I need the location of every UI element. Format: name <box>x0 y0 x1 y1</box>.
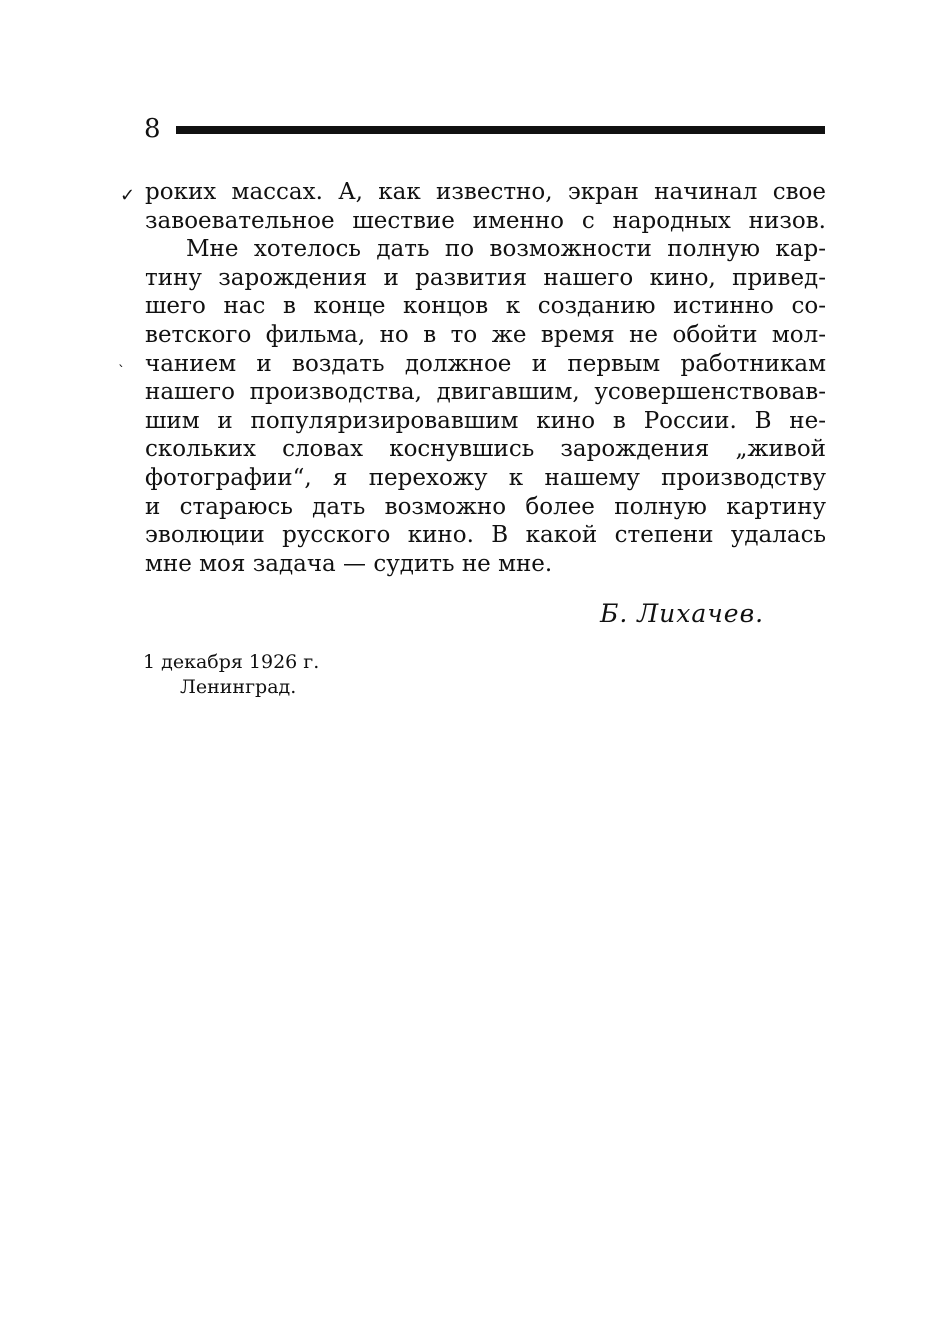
text-line: нашего производства, двигавшим, усовершенствовав- <box>145 379 826 406</box>
text-line: роких массах. А, как известно, экран начинал свое <box>145 179 826 205</box>
text-line: шего нас в конце концов к созданию истинно со- <box>145 293 826 320</box>
text-line: шим и популяризировавшим кино в России. В не- <box>145 407 826 434</box>
text-line: фотографии“, я перехожу к нашему производству <box>145 464 826 491</box>
header-rule <box>176 126 825 134</box>
text-line: ветского фильма, но в то же время не обойти мол- <box>145 321 826 348</box>
text-line: и стараюсь дать возможно более полную картину <box>145 493 826 520</box>
place-name: Ленинград. <box>180 676 297 698</box>
text-line: скольких словах коснувшись зарождения „живой <box>145 436 826 463</box>
body-text <box>145 178 826 578</box>
text-line: чанием и воздать должное и первым работникам <box>145 350 826 377</box>
dateline: 1 декабря 1926 г. <box>143 651 320 673</box>
text-line: тину зарождения и развития нашего кино, привед- <box>145 264 826 291</box>
margin-check-mark: ✓ <box>120 185 136 206</box>
text-line: завоевательное шествие именно с народных низов. <box>145 207 826 234</box>
author-signature: Б. Лихачев. <box>600 599 765 628</box>
text-line: Мне хотелось дать по возможности полную кар- <box>186 236 826 263</box>
page-number: 8 <box>144 114 161 144</box>
text-line: эволюции русского кино. В какой степени удалась <box>145 522 826 549</box>
text-line: мне моя задача — судить не мне. <box>145 550 553 577</box>
margin-tick-mark: ˋ <box>118 364 125 380</box>
